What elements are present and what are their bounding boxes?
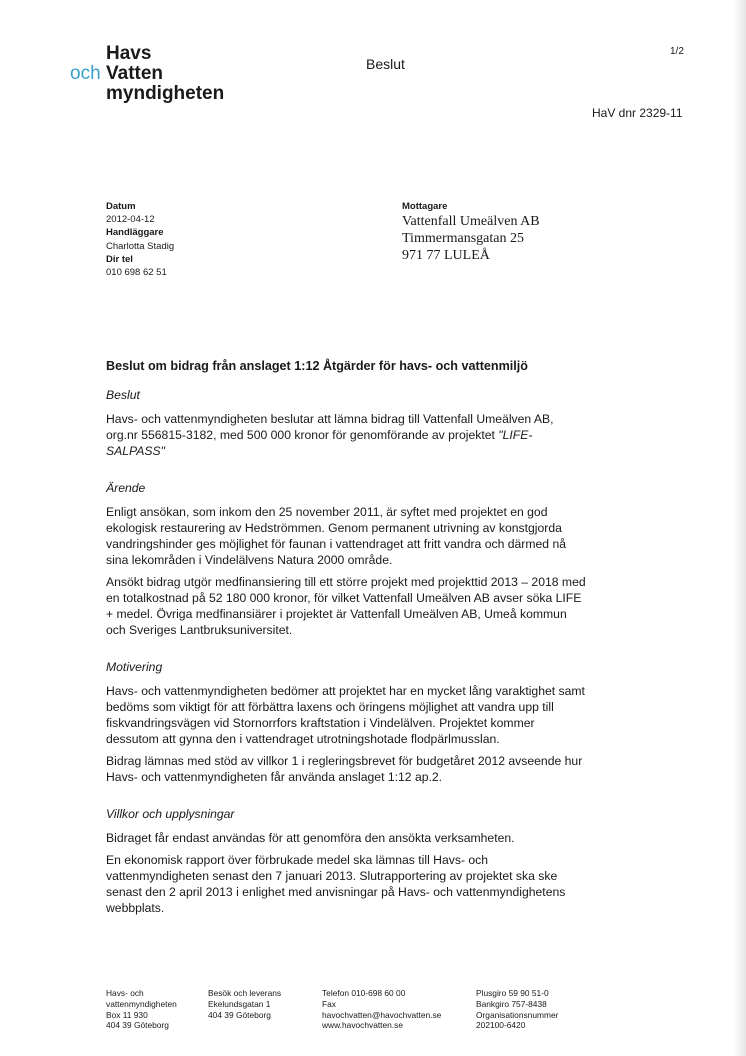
section-beslut [106, 387, 586, 459]
footer-line: Telefon 010-698 60 00 [322, 988, 406, 998]
footer-line: Besök och leverans [208, 988, 282, 998]
section-title: Ärende [106, 481, 146, 495]
page-number: 1/2 [670, 46, 684, 57]
footer-line: Havs- och [106, 988, 144, 998]
footer-line: 202100-6420 [476, 1020, 526, 1031]
recipient-label: Mottagare [402, 201, 448, 212]
document-meta [106, 200, 174, 279]
logo-line-myndigheten: myndigheten [106, 83, 225, 104]
footer-line: vattenmyndigheten [106, 998, 177, 1009]
handler-label: Handläggare [106, 227, 164, 239]
footer-line: Bankgiro 757-8438 [476, 998, 547, 1009]
date-value: 2012-04-12 [106, 214, 155, 226]
document-title: Beslut [366, 56, 405, 72]
section-arende [106, 480, 586, 638]
footer-website: www.havochvatten.se [322, 1020, 404, 1031]
diary-number: HaV dnr 2329-11 [592, 106, 683, 120]
recipient-line-2: Timmermansgatan 25 [402, 231, 524, 246]
recipient-line-3: 971 77 LULEÅ [402, 248, 490, 263]
section-motivering [106, 659, 586, 785]
paragraph: Havs- och vattenmyndigheten bedömer att projektet har en mycket lång varaktighet samt bedöms som viktigt för att förbättra laxens och öringens möjlighet att vandra upp till fiskvandringsvägen vid Stornorrfors kraftstation i Vindelälven. Projektet kommer dessutom att gynna den i vattendraget utrotningshotade flodpärlmusslan. [106, 684, 585, 746]
phone-value: 010 698 62 51 [106, 267, 167, 279]
logo-line-vatten: Vatten [106, 63, 164, 84]
footer-address [106, 988, 177, 1031]
footer-line: 404 39 Göteborg [106, 1020, 169, 1031]
footer-visit [208, 988, 281, 1020]
project-name: "LIFE-SALPASS" [106, 428, 533, 458]
footer-line: 404 39 Göteborg [208, 1009, 271, 1020]
section-title: Villkor och upplysningar [106, 807, 235, 821]
paragraph: En ekonomisk rapport över förbrukade medel ska lämnas till Havs- och vattenmyndigheten senast den 7 januari 2013. Slutrapportering av projektet ska ske senast den 2 april 2013 i enlighet med anvisningar på Havs- och vattenmyndighetens webbplats. [106, 853, 566, 915]
footer-line: Plusgiro 59 90 51-0 [476, 988, 549, 998]
paragraph: Bidrag lämnas med stöd av villkor 1 i regleringsbrevet för budgetåret 2012 avseende hur Havs- och vattenmyndigheten får använda anslaget 1:12 ap.2. [106, 754, 583, 784]
decision-heading: Beslut om bidrag från anslaget 1:12 Åtgärder för havs- och vattenmiljö [106, 359, 528, 373]
paragraph: Enligt ansökan, som inkom den 25 november 2011, är syftet med projektet en god ekologisk restaurering av Hedströmmen. Genom permanent utrivning av konstgjorda vandringshinder ges möjlighet för faunan i vattendraget att fritt vandra och därmed nå sina lekområden i Vindelälvens Natura 2000 område. [106, 505, 567, 567]
footer-line: Box 11 930 [106, 1009, 148, 1020]
scan-edge-shadow [733, 0, 746, 1056]
footer-line: Organisationsnummer [476, 1009, 559, 1020]
paragraph-text: Havs- och vattenmyndigheten beslutar att lämna bidrag till Vattenfall Umeälven AB, org.nr 556815-3182, med 500 000 kronor för genomförande av projektet [106, 412, 554, 442]
paragraph [106, 411, 586, 459]
document-body [106, 358, 586, 922]
paragraph: Bidraget får endast användas för att genomföra den ansökta verksamheten. [106, 831, 515, 845]
recipient-block [402, 200, 540, 264]
footer-contact [322, 988, 441, 1031]
footer-line: Fax [322, 998, 336, 1009]
handler-value: Charlotta Stadig [106, 240, 175, 252]
section-title: Motivering [106, 660, 163, 674]
paragraph: Ansökt bidrag utgör medfinansiering till ett större projekt med projekttid 2013 – 2018 med en totalkostnad på 52 180 000 kronor, för vilket Vattenfall Umeälven AB avser söka LIFE + medel. Övriga medfinansiärer i projektet är Vattenfall Umeälven AB, Umeå kommun och Sveriges Lantbruksuniversitet. [106, 575, 586, 637]
phone-label: Dir tel [106, 253, 133, 265]
recipient-line-1: Vattenfall Umeälven AB [402, 214, 540, 229]
logo-line-havs: Havs [106, 43, 152, 64]
section-title: Beslut [106, 388, 140, 402]
footer-line: Ekelundsgatan 1 [208, 998, 271, 1009]
footer-payment [476, 988, 558, 1031]
date-label: Datum [106, 201, 136, 212]
footer-email: havochvatten@havochvatten.se [322, 1009, 442, 1020]
logo-och: och [70, 63, 101, 84]
section-villkor [106, 806, 586, 916]
